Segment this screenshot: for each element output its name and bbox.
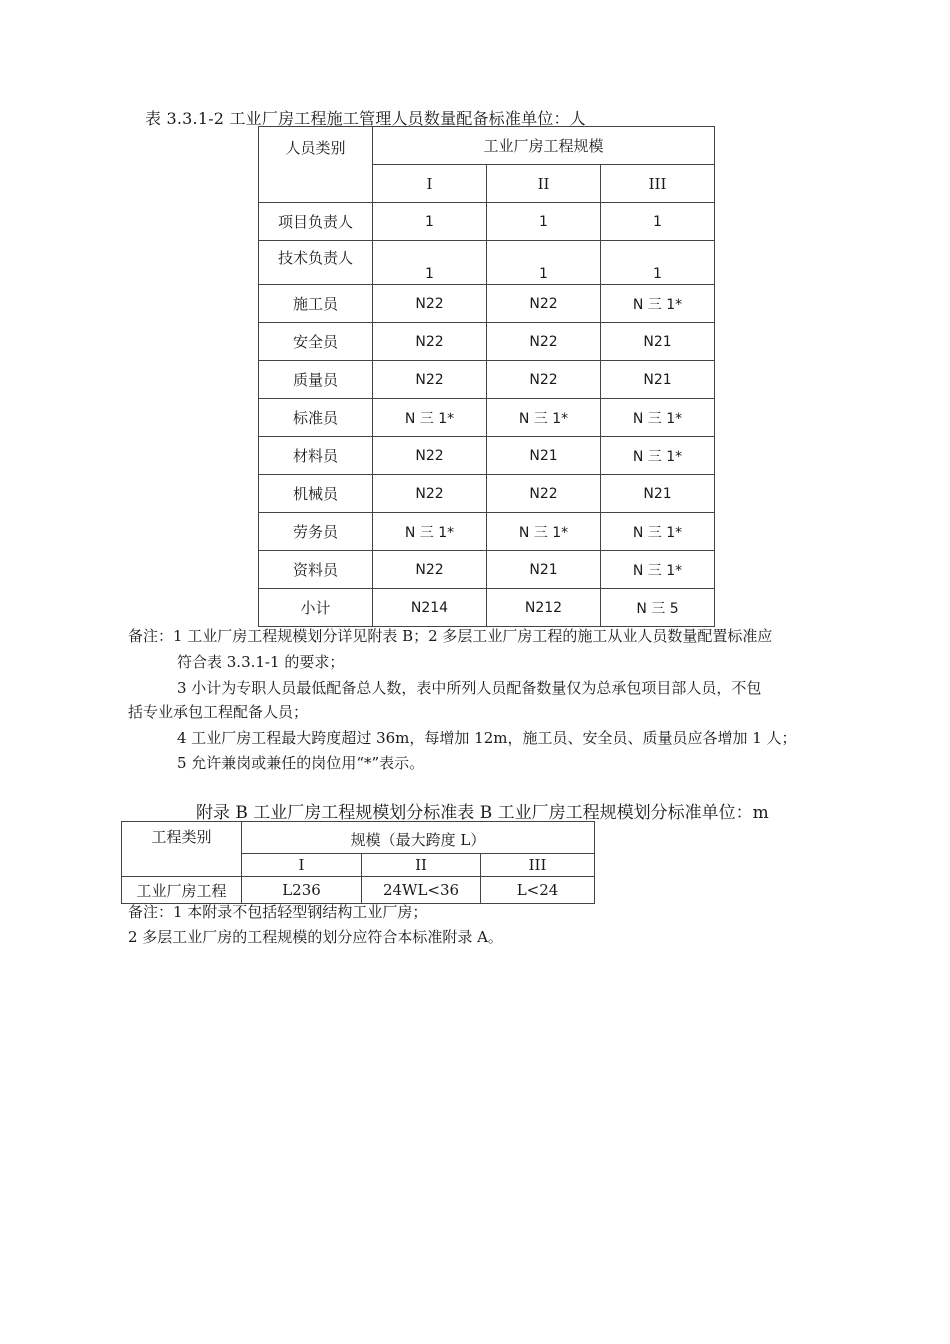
table-row xyxy=(259,589,715,627)
table-row xyxy=(259,513,715,551)
row-label: 机械员 xyxy=(259,475,373,513)
note-line: 5 允许兼岗或兼任的岗位用“*”表示。 xyxy=(177,754,425,772)
table1-caption: 表 3.3.1-2 工业厂房工程施工管理人员数量配备标准单位：人 xyxy=(145,109,586,128)
table-cell: 1 xyxy=(373,241,487,285)
level-header: I xyxy=(373,165,487,203)
note-line: 符合表 3.3.1-1 的要求； xyxy=(177,653,345,671)
table-cell: N 三 1* xyxy=(601,551,715,589)
table-cell: N21 xyxy=(601,323,715,361)
row-label: 劳务员 xyxy=(259,513,373,551)
table-cell: N 三 1* xyxy=(601,513,715,551)
table-cell: N21 xyxy=(487,437,601,475)
scale-classification-table xyxy=(121,821,595,904)
table-cell: N22 xyxy=(373,323,487,361)
table-cell: N21 xyxy=(601,475,715,513)
table-cell: N21 xyxy=(601,361,715,399)
table-row xyxy=(259,241,715,285)
row-label: 工业厂房工程 xyxy=(122,877,242,904)
level-header: I xyxy=(242,853,362,876)
table-cell: N 三 1* xyxy=(487,513,601,551)
table-row xyxy=(259,475,715,513)
level-header: III xyxy=(481,853,595,876)
table-cell: 1 xyxy=(601,203,715,241)
table-cell: N 三 1* xyxy=(487,399,601,437)
table-cell: 1 xyxy=(373,203,487,241)
table-row xyxy=(259,361,715,399)
table-cell: N22 xyxy=(487,285,601,323)
level-header: III xyxy=(601,165,715,203)
level-header: II xyxy=(487,165,601,203)
table-cell: N22 xyxy=(373,437,487,475)
table-cell: 24WL<36 xyxy=(362,877,481,904)
table-cell: 1 xyxy=(601,241,715,285)
table2-caption: 附录 B 工业厂房工程规模划分标准表 B 工业厂房工程规模划分标准单位：m xyxy=(196,803,769,823)
table-row xyxy=(259,285,715,323)
table-cell: N 三 1* xyxy=(373,513,487,551)
row-label: 标准员 xyxy=(259,399,373,437)
row-label: 材料员 xyxy=(259,437,373,475)
row-label: 施工员 xyxy=(259,285,373,323)
table-row xyxy=(259,551,715,589)
category-header: 工程类别 xyxy=(122,822,242,877)
row-label: 小计 xyxy=(259,589,373,627)
scale-header: 规模（最大跨度 L） xyxy=(242,822,595,854)
table-cell: N22 xyxy=(373,361,487,399)
table-cell: N 三 5 xyxy=(601,589,715,627)
table-cell: N22 xyxy=(487,323,601,361)
table-cell: N21 xyxy=(487,551,601,589)
table-cell: 1 xyxy=(487,241,601,285)
category-header: 人员类别 xyxy=(259,127,373,203)
row-label: 安全员 xyxy=(259,323,373,361)
row-label: 技术负责人 xyxy=(259,241,373,285)
note-line: 4 工业厂房工程最大跨度超过 36m，每增加 12m，施工员、安全员、质量员应各增加 1 人； xyxy=(177,729,797,747)
table-cell: N214 xyxy=(373,589,487,627)
table-cell: N22 xyxy=(487,361,601,399)
table-cell: 1 xyxy=(487,203,601,241)
staffing-table xyxy=(258,126,715,627)
table-cell: N 三 1* xyxy=(373,399,487,437)
row-label: 项目负责人 xyxy=(259,203,373,241)
table-cell: N212 xyxy=(487,589,601,627)
table-cell: N22 xyxy=(373,551,487,589)
scale-header: 工业厂房工程规模 xyxy=(373,127,715,165)
table-row xyxy=(259,437,715,475)
level-header: II xyxy=(362,853,481,876)
row-label: 质量员 xyxy=(259,361,373,399)
note-line: 备注：1 本附录不包括轻型钢结构工业厂房； xyxy=(128,903,428,921)
table-cell: L<24 xyxy=(481,877,595,904)
table-row xyxy=(259,399,715,437)
table-row xyxy=(259,203,715,241)
note-line: 备注：1 工业厂房工程规模划分详见附表 B；2 多层工业厂房工程的施工从业人员数量配置标准应 xyxy=(128,627,773,645)
table-cell: N22 xyxy=(487,475,601,513)
row-label: 资料员 xyxy=(259,551,373,589)
table-cell: N 三 1* xyxy=(601,437,715,475)
table-cell: N22 xyxy=(373,475,487,513)
table-cell: L236 xyxy=(242,877,362,904)
table-cell: N 三 1* xyxy=(601,399,715,437)
table-row xyxy=(259,323,715,361)
table-cell: N 三 1* xyxy=(601,285,715,323)
table-cell: N22 xyxy=(373,285,487,323)
note-line: 2 多层工业厂房的工程规模的划分应符合本标准附录 A。 xyxy=(128,928,503,946)
note-line: 3 小计为专职人员最低配备总人数，表中所列人员配备数量仅为总承包项目部人员，不包 xyxy=(177,679,762,697)
note-line: 括专业承包工程配备人员； xyxy=(128,703,309,721)
